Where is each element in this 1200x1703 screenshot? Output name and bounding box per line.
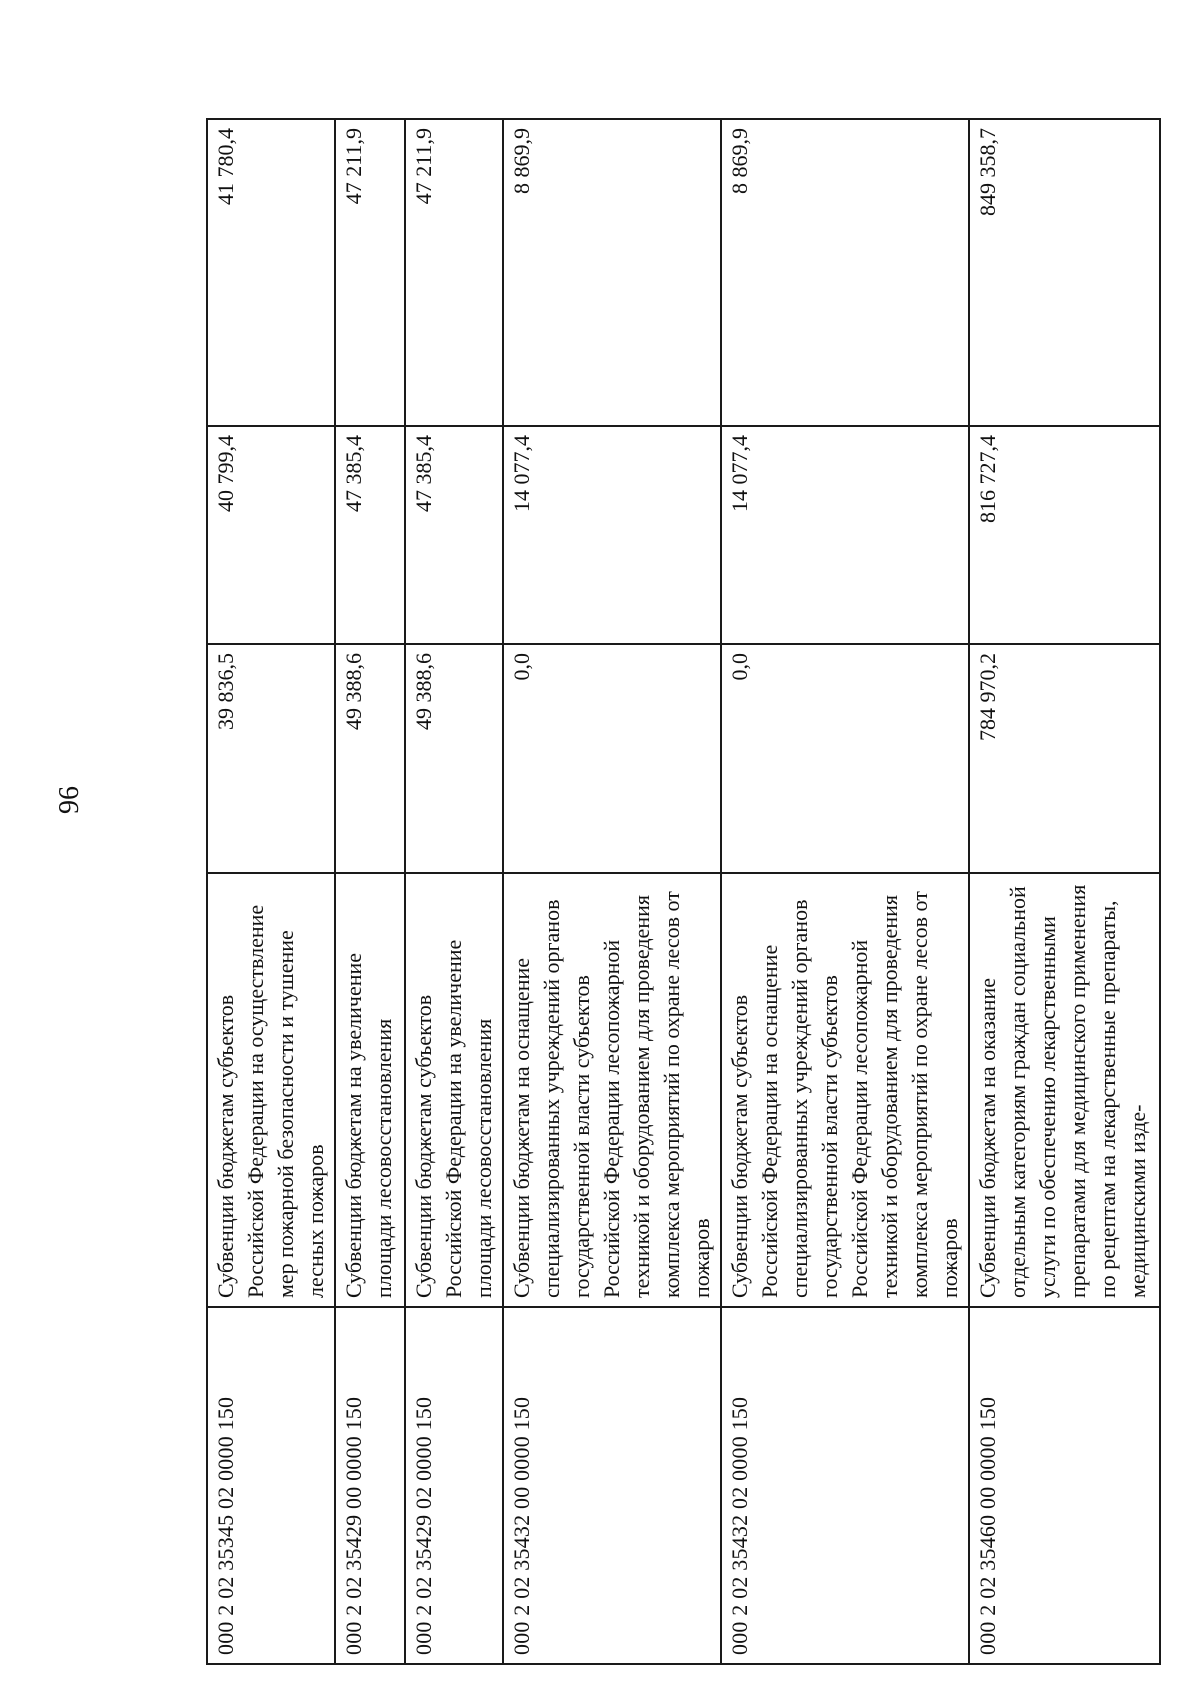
value-year2-cell: 14 077,4 [503, 426, 721, 644]
value-year3-cell: 849 358,7 [969, 119, 1160, 426]
description-cell: Субвенции бюджетам на увеличение площади лесовосстановления [335, 873, 405, 1307]
value-year3-cell: 8 869,9 [721, 119, 969, 426]
value-year1-cell: 0,0 [721, 644, 969, 873]
budget-code-cell: 000 2 02 35345 02 0000 150 [207, 1307, 335, 1664]
description-cell: Субвенции бюджетам на оказание отдельным категориям граждан социальной услуги по обеспечению лекарственными препаратами для медицинского применения по рецептам на лекарственные препараты, медицинскими изде- [969, 873, 1160, 1307]
table-row [335, 119, 405, 1664]
value-year1-cell: 49 388,6 [405, 644, 503, 873]
value-year2-cell: 816 727,4 [969, 426, 1160, 644]
description-cell: Субвенции бюджетам субъектов Российской Федерации на оснащение специализированных учреждений органов государственной власти субъектов Российской Федерации лесопожарной техникой и оборудованием для проведения комплекса мероприятий по охране лесов от пожаров [721, 873, 969, 1307]
value-year3-cell: 47 211,9 [335, 119, 405, 426]
description-cell: Субвенции бюджетам субъектов Российской Федерации на увеличение площади лесовосстановления [405, 873, 503, 1307]
value-year1-cell: 39 836,5 [207, 644, 335, 873]
page-number: 96 [54, 786, 85, 814]
table-row [207, 119, 335, 1664]
description-cell: Субвенции бюджетам субъектов Российской Федерации на осуществление мер пожарной безопасности и тушение лесных пожаров [207, 873, 335, 1307]
value-year3-cell: 8 869,9 [503, 119, 721, 426]
value-year2-cell: 14 077,4 [721, 426, 969, 644]
value-year2-cell: 47 385,4 [335, 426, 405, 644]
budget-code-cell: 000 2 02 35432 02 0000 150 [721, 1307, 969, 1664]
table-row [503, 119, 721, 1664]
value-year2-cell: 47 385,4 [405, 426, 503, 644]
table-row [969, 119, 1160, 1664]
budget-code-cell: 000 2 02 35432 00 0000 150 [503, 1307, 721, 1664]
value-year3-cell: 47 211,9 [405, 119, 503, 426]
value-year1-cell: 784 970,2 [969, 644, 1160, 873]
value-year2-cell: 40 799,4 [207, 426, 335, 644]
value-year3-cell: 41 780,4 [207, 119, 335, 426]
budget-table [206, 118, 1161, 1665]
description-cell: Субвенции бюджетам на оснащение специализированных учреждений органов государственной власти субъектов Российской Федерации лесопожарной техникой и оборудованием для проведения комплекса мероприятий по охране лесов от пожаров [503, 873, 721, 1307]
budget-table-rotated [206, 120, 1150, 1665]
table-row [405, 119, 503, 1664]
value-year1-cell: 49 388,6 [335, 644, 405, 873]
value-year1-cell: 0,0 [503, 644, 721, 873]
budget-code-cell: 000 2 02 35460 00 0000 150 [969, 1307, 1160, 1664]
budget-code-cell: 000 2 02 35429 00 0000 150 [335, 1307, 405, 1664]
table-row [721, 119, 969, 1664]
budget-code-cell: 000 2 02 35429 02 0000 150 [405, 1307, 503, 1664]
